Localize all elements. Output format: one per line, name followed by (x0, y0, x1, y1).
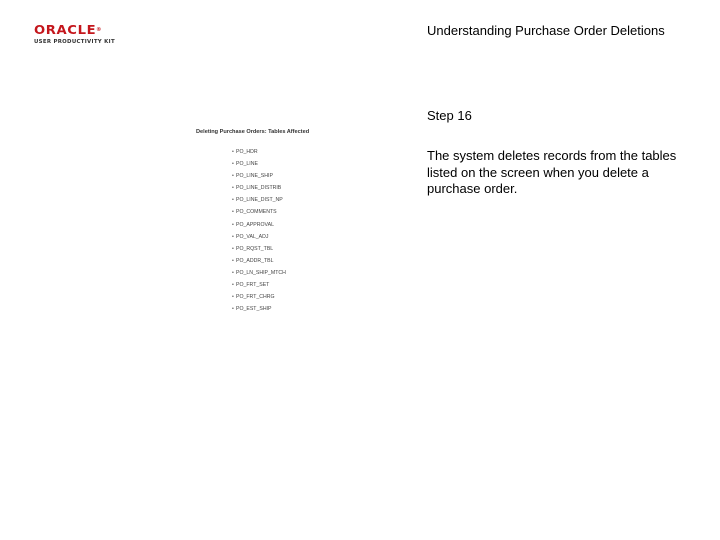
table-list-item (232, 158, 286, 170)
step-description: The system deletes records from the tables listed on the screen when you delete a purchase order. (427, 148, 677, 196)
logo-subtitle: USER PRODUCTIVITY KIT (34, 39, 115, 45)
logo-registered-mark: ® (96, 27, 102, 33)
table-list-item (232, 206, 286, 218)
table-list-item (232, 231, 286, 243)
affected-tables-list (232, 146, 286, 315)
table-name: PO_VAL_ADJ (236, 233, 269, 240)
step-label: Step 16 (427, 108, 472, 123)
table-name: PO_APPROVAL (236, 221, 274, 228)
logo-word: ORACLE (34, 22, 97, 37)
bullet-icon: • (232, 185, 234, 192)
bullet-icon: • (232, 269, 234, 276)
bullet-icon: • (232, 257, 234, 264)
table-list-item (232, 303, 286, 315)
bullet-icon: • (232, 233, 234, 240)
table-list-item (232, 170, 286, 182)
table-list-item (232, 243, 286, 255)
table-name: PO_ADDR_TBL (236, 257, 274, 264)
oracle-upk-logo (32, 24, 132, 48)
page-title: Understanding Purchase Order Deletions (427, 23, 665, 38)
bullet-icon: • (232, 245, 234, 252)
logo-wordmark (34, 24, 101, 36)
table-list-item (232, 255, 286, 267)
bullet-icon: • (232, 197, 234, 204)
bullet-icon: • (232, 161, 234, 168)
table-name: PO_COMMENTS (236, 209, 277, 216)
table-name: PO_FRT_CHRG (236, 294, 275, 301)
table-list-item (232, 291, 286, 303)
bullet-icon: • (232, 221, 234, 228)
table-name: PO_RQST_TBL (236, 245, 274, 252)
table-name: PO_LINE (236, 161, 258, 168)
table-list-item (232, 279, 286, 291)
bullet-icon: • (232, 149, 234, 155)
table-name: PO_FRT_SET (236, 282, 270, 289)
table-name: PO_LINE_DISTRIB (236, 185, 282, 192)
bullet-icon: • (232, 282, 234, 289)
bullet-icon: • (232, 209, 234, 216)
bullet-icon: • (232, 173, 234, 180)
table-list-item (232, 267, 286, 279)
tables-affected-screenshot (196, 128, 336, 324)
table-name: PO_LINE_DIST_NP (236, 197, 283, 204)
table-list-item (232, 219, 286, 231)
table-list-item (232, 194, 286, 206)
table-list-item (232, 182, 286, 194)
table-name: PO_HDR (236, 149, 258, 155)
table-name: PO_LN_SHIP_MTCH (236, 269, 286, 276)
table-name: PO_EST_SHIP (236, 306, 272, 313)
bullet-icon: • (232, 306, 234, 313)
bullet-icon: • (232, 294, 234, 301)
screenshot-title: Deleting Purchase Orders: Tables Affected (196, 129, 310, 135)
table-name: PO_LINE_SHIP (236, 173, 273, 180)
table-list-item (232, 146, 286, 158)
